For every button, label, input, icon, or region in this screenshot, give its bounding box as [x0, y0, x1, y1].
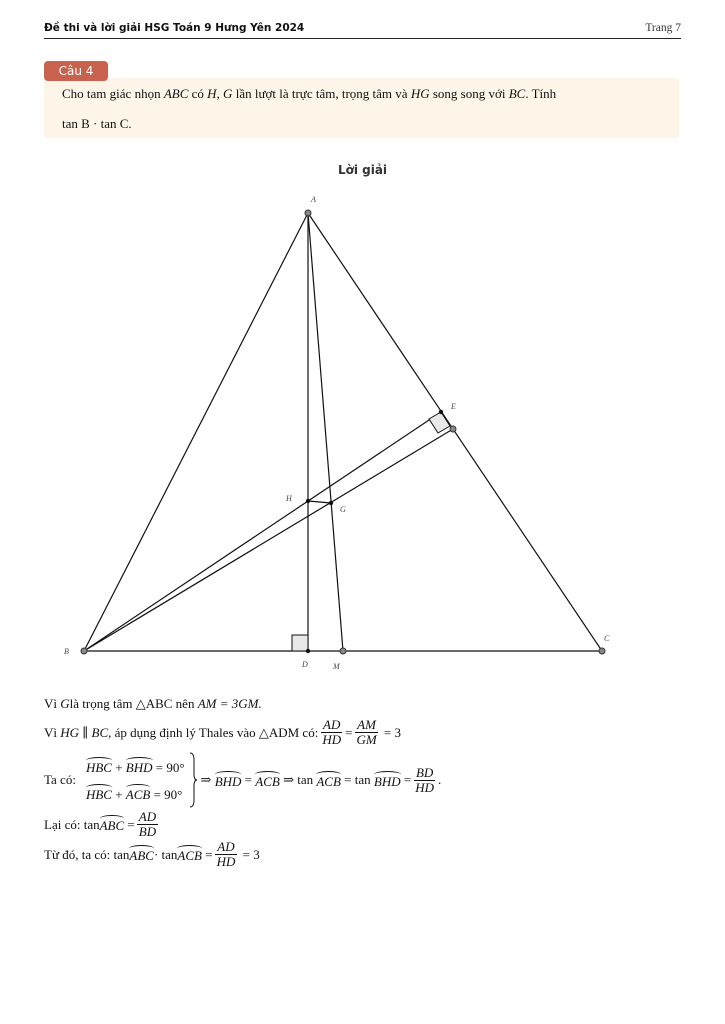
right-brace [189, 752, 197, 808]
question-text: song song với [429, 86, 509, 101]
header-title: Đề thi và lời giải HSG Toán 9 Hưng Yên 2024 [44, 22, 305, 34]
solution-line-2: Vì HG ∥ BC , áp dụng định lý Thales vào △ADM có: $\frac{AD}{HD}$ = $\frac{AM}{GM}$ = 3 [44, 717, 401, 747]
median-line-b [84, 429, 453, 651]
question-line-2: tan B · tan C. [62, 116, 132, 131]
label-c: C [604, 634, 610, 643]
question-text: . Tính [525, 86, 557, 101]
label-e: E [451, 402, 456, 411]
label-m: M [333, 662, 340, 671]
solution-title: Lời giải [337, 163, 388, 177]
right-angle-e [429, 412, 450, 433]
fraction: $\frac{BD}{HD}$ [415, 764, 434, 795]
segment-hg [308, 501, 331, 503]
point-c [599, 648, 605, 654]
label-h: H [286, 494, 292, 503]
solution-line-1: Vì G là trọng tâm △ABC nên AM = 3GM. [44, 696, 262, 711]
question-text: lần lượt là trực tâm, trọng tâm và [232, 86, 411, 101]
point-b [81, 648, 87, 654]
point-m [340, 648, 346, 654]
question-label: Câu 4 [44, 61, 108, 81]
side-ab [84, 213, 308, 651]
math-hg: HG [410, 86, 430, 101]
fraction: $\frac{AM}{GM}$ [356, 717, 377, 747]
solution-line-4: Lại có: tan ABC = $\frac{AD}{BD}$ [44, 809, 157, 839]
geometry-figure [0, 190, 725, 680]
right-angle-d [292, 635, 308, 651]
label-d: D [302, 660, 308, 669]
side-ac [308, 213, 602, 651]
point-d [306, 649, 310, 653]
page-number: Trang 7 [645, 22, 681, 34]
label-b: B [64, 647, 69, 656]
point-a [305, 210, 311, 216]
median-am [308, 213, 343, 651]
point-mid-ac [450, 426, 456, 432]
math-bc: BC [508, 86, 526, 101]
page-header [44, 22, 681, 39]
solution-line-5: Từ đó, ta có: tan ABC · tan ACB = $\frac{AD}{HD}$ = 3 [44, 839, 260, 869]
point-e [439, 410, 443, 414]
fraction: $\frac{AD}{HD}$ [216, 839, 236, 869]
math-abc: ABC [163, 86, 189, 101]
altitude-be [84, 412, 441, 651]
solution-line-3: Ta có: HBC + BHD = 90° HBC + ACB = 90° ⇒ BHD = ACB ⇒ tan ACB = tan BHD = $\frac{BD}{HD}$ . [44, 752, 441, 808]
question-text: Cho tam giác nhọn [62, 86, 164, 101]
label-g: G [340, 505, 346, 514]
point-h [306, 499, 310, 503]
question-line-1 [62, 86, 556, 102]
equation-system: HBC + BHD = 90° HBC + ACB = 90° [86, 757, 185, 803]
fraction: $\frac{AD}{HD}$ [322, 717, 342, 747]
question-text: có [188, 86, 208, 101]
label-a: A [311, 195, 316, 204]
math-hg: H, G [207, 86, 233, 101]
fraction: $\frac{AD}{BD}$ [138, 809, 157, 839]
point-g [329, 501, 333, 505]
